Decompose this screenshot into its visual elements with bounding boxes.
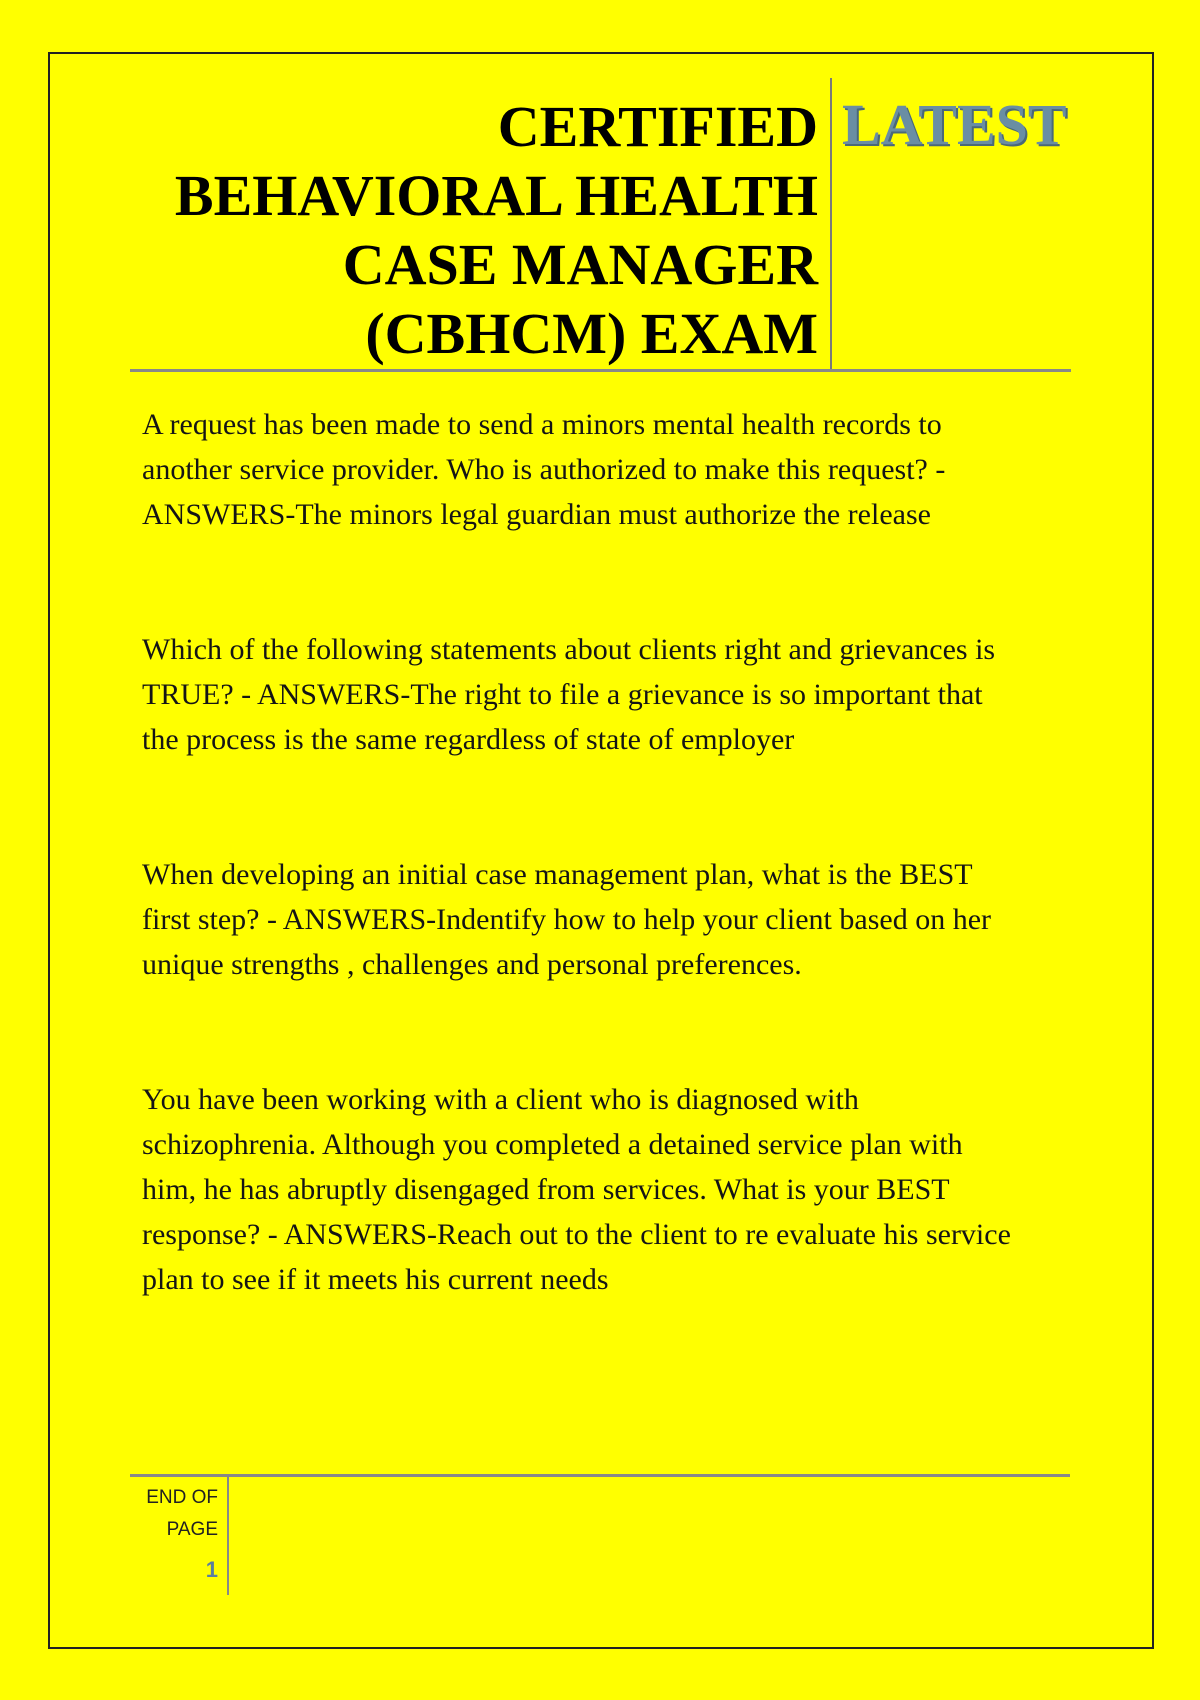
- footer-label-line: PAGE: [166, 1519, 218, 1540]
- page-number: 1: [205, 1557, 218, 1582]
- footer-label-line: END OF: [146, 1487, 218, 1508]
- question-line: him, he has abruptly disengaged from services. What is your BEST: [142, 1173, 950, 1206]
- header-rule: [130, 369, 1071, 372]
- question-list: [142, 402, 1062, 1302]
- question-item: [142, 402, 1062, 537]
- footer-rule: [130, 1474, 1070, 1477]
- question-line: You have been working with a client who is diagnosed with: [142, 1083, 859, 1116]
- question-line: ANSWERS-The minors legal guardian must authorize the release: [142, 498, 931, 531]
- question-line: Which of the following statements about clients right and grievances is: [142, 633, 996, 666]
- question-line: another service provider. Who is authorized to make this request? -: [142, 453, 946, 486]
- question-line: When developing an initial case management plan, what is the BEST: [142, 858, 973, 891]
- question-line: response? - ANSWERS-Reach out to the client to re evaluate his service: [142, 1218, 1011, 1251]
- question-line: the process is the same regardless of state of employer: [142, 723, 795, 756]
- footer-divider: [227, 1477, 229, 1595]
- title-line: (CBHCM) EXAM: [365, 301, 818, 366]
- question-item: [142, 852, 1062, 987]
- title-line: CASE MANAGER: [342, 232, 818, 297]
- question-line: unique strengths , challenges and personal preferences.: [142, 948, 802, 981]
- question-item: [142, 1077, 1062, 1302]
- title-line: CERTIFIED: [497, 94, 818, 159]
- title-line: BEHAVIORAL HEALTH: [174, 163, 818, 228]
- end-of-page-label: [130, 1482, 218, 1546]
- latest-tag: LATEST: [842, 92, 1067, 157]
- question-line: TRUE? - ANSWERS-The right to file a grievance is so important that: [142, 678, 983, 711]
- question-item: [142, 627, 1062, 762]
- title-divider: [830, 78, 832, 370]
- question-line: schizophrenia. Although you completed a detained service plan with: [142, 1128, 963, 1161]
- question-line: first step? - ANSWERS-Indentify how to help your client based on her: [142, 903, 991, 936]
- document-title: [130, 92, 818, 368]
- question-line: plan to see if it meets his current needs: [142, 1263, 609, 1296]
- question-line: A request has been made to send a minors mental health records to: [142, 408, 942, 441]
